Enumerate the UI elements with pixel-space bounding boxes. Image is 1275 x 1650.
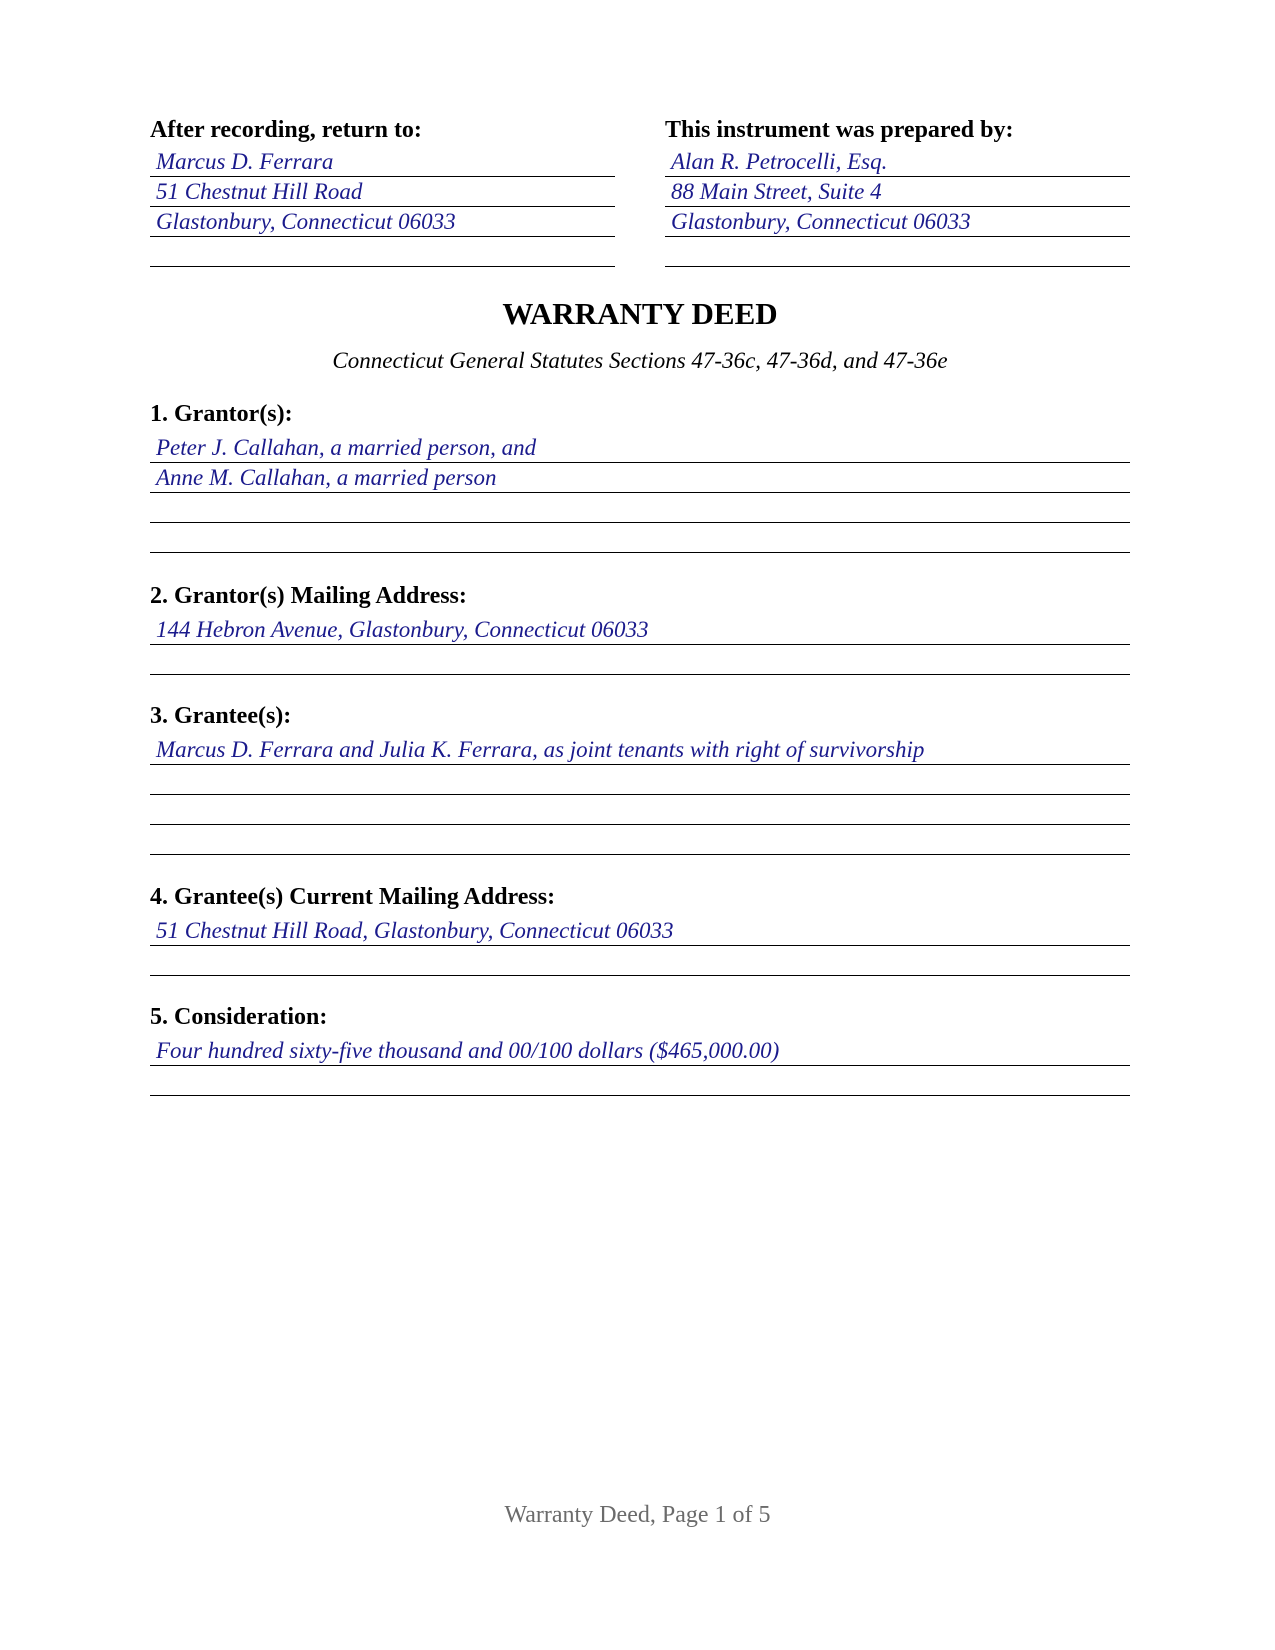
consideration-section: [150, 1002, 1130, 1096]
grantor-address-line: 144 Hebron Avenue, Glastonbury, Connecticut 06033: [150, 615, 1130, 645]
return-to-line: 51 Chestnut Hill Road: [150, 177, 615, 207]
prepared-by-heading: This instrument was prepared by:: [665, 117, 1014, 143]
prepared-by-line: [665, 237, 1130, 267]
grantees-heading: 3. Grantee(s):: [150, 703, 292, 729]
return-to-line: [150, 237, 615, 267]
grantor-address-section: [150, 581, 1130, 675]
prepared-by-line: Glastonbury, Connecticut 06033: [665, 207, 1130, 237]
document-subtitle: Connecticut General Statutes Sections 47-36c, 47-36d, and 47-36e: [332, 348, 948, 373]
grantee-address-section: [150, 882, 1130, 976]
consideration-line: [150, 1066, 1130, 1096]
grantees-line: [150, 765, 1130, 795]
grantor-address-line: [150, 645, 1130, 675]
document-title: WARRANTY DEED: [502, 296, 778, 331]
page-footer: Warranty Deed, Page 1 of 5: [504, 1502, 771, 1528]
prepared-by-block: [665, 115, 1130, 267]
grantee-address-line: 51 Chestnut Hill Road, Glastonbury, Connecticut 06033: [150, 916, 1130, 946]
grantor-address-heading: 2. Grantor(s) Mailing Address:: [150, 583, 467, 609]
prepared-by-line: 88 Main Street, Suite 4: [665, 177, 1130, 207]
grantees-line: [150, 825, 1130, 855]
grantees-line: Marcus D. Ferrara and Julia K. Ferrara, as joint tenants with right of survivorship: [150, 735, 1130, 765]
grantors-line: [150, 523, 1130, 553]
return-to-block: [150, 115, 615, 267]
grantees-section: [150, 701, 1130, 855]
return-to-line: Marcus D. Ferrara: [150, 147, 615, 177]
prepared-by-line: Alan R. Petrocelli, Esq.: [665, 147, 1130, 177]
grantors-line: [150, 493, 1130, 523]
return-to-line: Glastonbury, Connecticut 06033: [150, 207, 615, 237]
grantors-section: [150, 399, 1130, 553]
grantors-heading: 1. Grantor(s):: [150, 401, 293, 427]
grantors-line: Anne M. Callahan, a married person: [150, 463, 1130, 493]
grantors-line: Peter J. Callahan, a married person, and: [150, 433, 1130, 463]
consideration-heading: 5. Consideration:: [150, 1004, 328, 1030]
consideration-line: Four hundred sixty-five thousand and 00/100 dollars ($465,000.00): [150, 1036, 1130, 1066]
grantee-address-line: [150, 946, 1130, 976]
grantee-address-heading: 4. Grantee(s) Current Mailing Address:: [150, 884, 556, 910]
return-to-heading: After recording, return to:: [150, 117, 422, 143]
grantees-line: [150, 795, 1130, 825]
